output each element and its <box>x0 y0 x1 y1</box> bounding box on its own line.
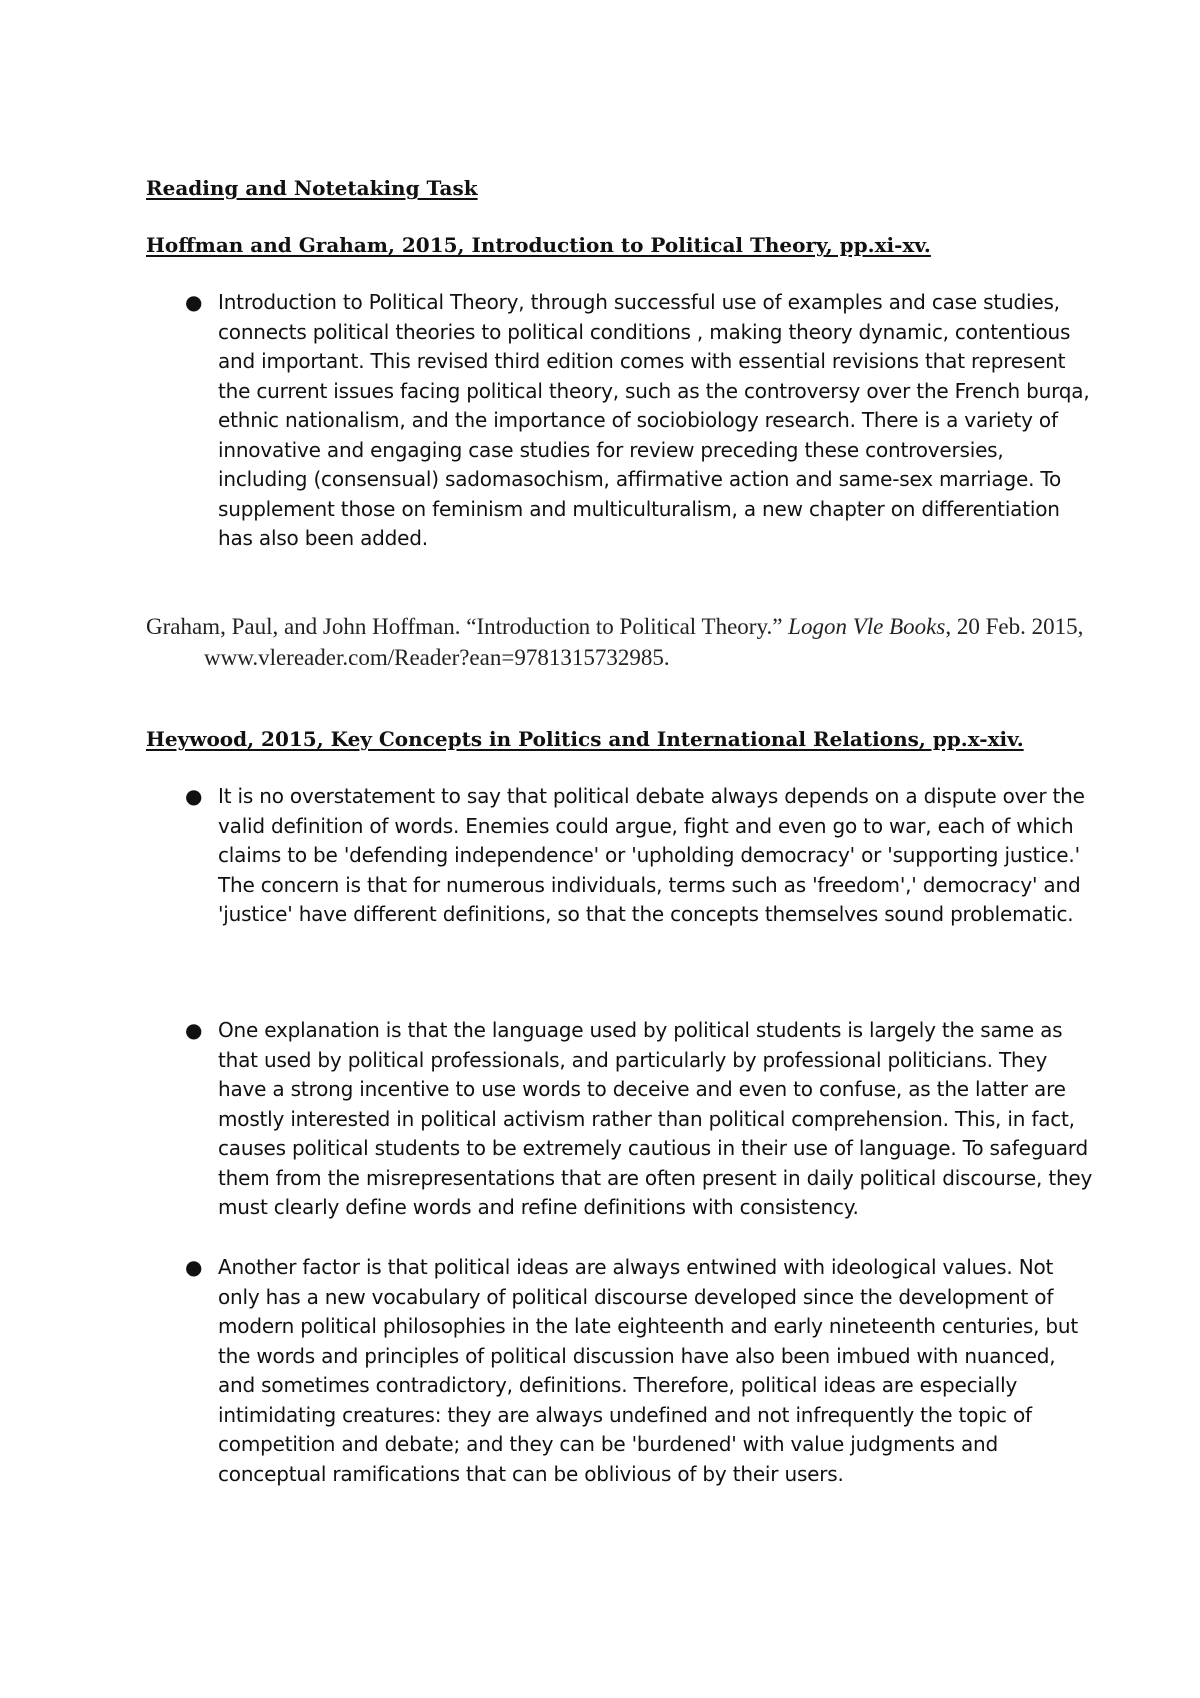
bullet-icon: ● <box>185 784 203 808</box>
list-item <box>185 1016 1098 1223</box>
section1-heading: Hoffman and Graham, 2015, Introduction to Political Theory, pp.xi-xv. <box>146 233 931 257</box>
bullet-text: Introduction to Political Theory, through successful use of examples and case studies, connects political theories to political conditions , making theory dynamic, contentious and important. This revised third edition comes with essential revisions that represent the current issues facing political theory, such as the controversy over the French burqa, ethnic nationalism, and the importance of sociobiology research. There is a variety of innovative and engaging case studies for review preceding these controversies, including (consensual) sadomasochism, affirmative action and same-sex marriage. To supplement those on feminism and multiculturalism, a new chapter on differentiation has also been added. <box>218 290 1090 550</box>
list-item <box>185 288 1098 554</box>
section2-bullet-list-3 <box>185 1253 1098 1489</box>
citation-authors-title: Graham, Paul, and John Hoffman. “Introduction to Political Theory.” <box>146 614 789 639</box>
bullet-icon: ● <box>185 1255 203 1279</box>
citation <box>146 611 1144 673</box>
bullet-text: It is no overstatement to say that political debate always depends on a dispute over the valid definition of words. Enemies could argue, fight and even go to war, each of which claims to be 'defending independence' or 'upholding democracy' or 'supporting justice.' The concern is that for numerous individuals, terms such as 'freedom',' democracy' and 'justice' have different definitions, so that the concepts themselves sound problematic. <box>218 784 1085 926</box>
bullet-text: Another factor is that political ideas are always entwined with ideological values. Not only has a new vocabulary of political discourse developed since the development of modern political philosophies in the late eighteenth and early nineteenth centuries, but the words and principles of political discussion have also been imbued with nuanced, and sometimes contradictory, definitions. Therefore, political ideas are especially intimidating creatures: they are always undefined and not infrequently the topic of competition and debate; and they can be 'burdened' with value judgments and conceptual ramifications that can be oblivious of by their users. <box>218 1255 1078 1486</box>
section2-bullet-list-2 <box>185 1016 1098 1223</box>
bullet-icon: ● <box>185 1018 203 1042</box>
section2-bullet-list <box>185 782 1098 930</box>
section2-heading: Heywood, 2015, Key Concepts in Politics and International Relations, pp.x-xiv. <box>146 727 1024 751</box>
bullet-text: One explanation is that the language used by political students is largely the same as that used by political professionals, and particularly by professional politicians. They have a strong incentive to use words to deceive and even to confuse, as the latter are mostly interested in political activism rather than political comprehension. This, in fact, causes political students to be extremely cautious in their use of language. To safeguard them from the misrepresentations that are often present in daily political discourse, they must clearly define words and refine definitions with consistency. <box>218 1018 1093 1219</box>
page-title: Reading and Notetaking Task <box>146 176 478 200</box>
citation-source: Logon Vle Books <box>788 614 946 639</box>
citation-details: , 20 Feb. 2015, www.vlereader.com/Reader?ean=9781315732985. <box>204 614 1084 670</box>
list-item <box>185 782 1098 930</box>
section1-bullet-list <box>185 288 1098 554</box>
list-item <box>185 1253 1098 1489</box>
bullet-icon: ● <box>185 290 203 314</box>
